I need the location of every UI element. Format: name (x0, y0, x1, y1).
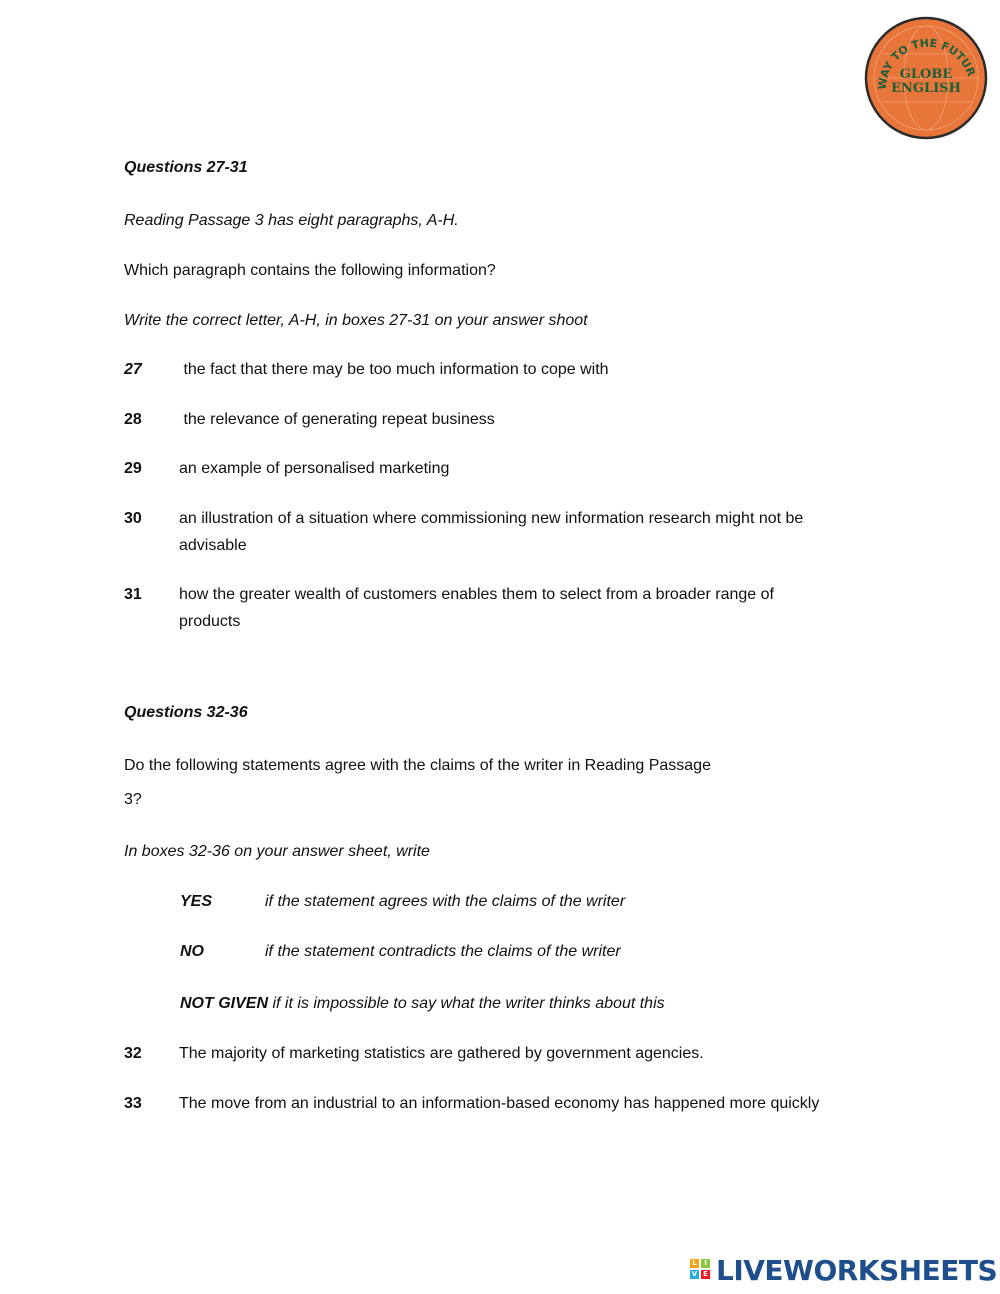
question-text: the fact that there may be too much information to cope with (179, 361, 609, 378)
question-number: 29 (124, 460, 142, 477)
question-number: 30 (124, 510, 142, 527)
section1-heading: Questions 27-31 (124, 159, 248, 176)
logo-arc-text: WAY TO THE FUTUR (875, 36, 978, 91)
section2-instruction: In boxes 32-36 on your answer sheet, write (124, 843, 430, 860)
question-text: an example of personalised marketing (179, 460, 450, 477)
option-desc: if it is impossible to say what the writer thinks about this (268, 995, 665, 1012)
option-key: NOT GIVEN (180, 995, 269, 1012)
logo-line1: GLOBE (899, 67, 953, 82)
option-key: YES (180, 893, 213, 910)
section2-intro-line2: 3? (124, 791, 142, 808)
section2-heading: Questions 32-36 (124, 704, 248, 721)
question-text: The move from an industrial to an information-based economy has happened more quickly (179, 1095, 820, 1112)
question-text-line1: an illustration of a situation where commissioning new information research might not be (179, 510, 804, 527)
question-text-line2: products (179, 613, 241, 630)
section1-question: Which paragraph contains the following information? (124, 262, 496, 279)
section1-instruction: Write the correct letter, A-H, in boxes 27-31 on your answer shoot (124, 312, 588, 329)
liveworksheets-icon: L I V E (690, 1259, 712, 1281)
question-text: The majority of marketing statistics are gathered by government agencies. (179, 1045, 704, 1062)
option-desc: if the statement contradicts the claims of the writer (265, 943, 621, 960)
globe-english-logo (864, 16, 988, 140)
question-number: 33 (124, 1095, 142, 1112)
liveworksheets-wordmark: LIVEWORKSHEETS (716, 1253, 998, 1287)
question-text: the relevance of generating repeat business (179, 411, 495, 428)
question-number: 31 (124, 586, 142, 603)
logo-line2: ENGLISH (891, 81, 961, 96)
section1-intro: Reading Passage 3 has eight paragraphs, A-H. (124, 212, 459, 229)
question-text-line2: advisable (179, 537, 247, 554)
liveworksheets-brand (690, 1253, 997, 1287)
option-desc: if the statement agrees with the claims of the writer (265, 893, 626, 910)
option-key: NO (180, 943, 204, 960)
question-number: 28 (124, 411, 142, 428)
question-text-line1: how the greater wealth of customers enables them to select from a broader range of (179, 586, 774, 603)
question-number: 32 (124, 1045, 142, 1062)
section2-intro-line1: Do the following statements agree with the claims of the writer in Reading Passage (124, 757, 711, 774)
option-not-given (180, 995, 665, 1013)
question-number: 27 (124, 361, 142, 378)
